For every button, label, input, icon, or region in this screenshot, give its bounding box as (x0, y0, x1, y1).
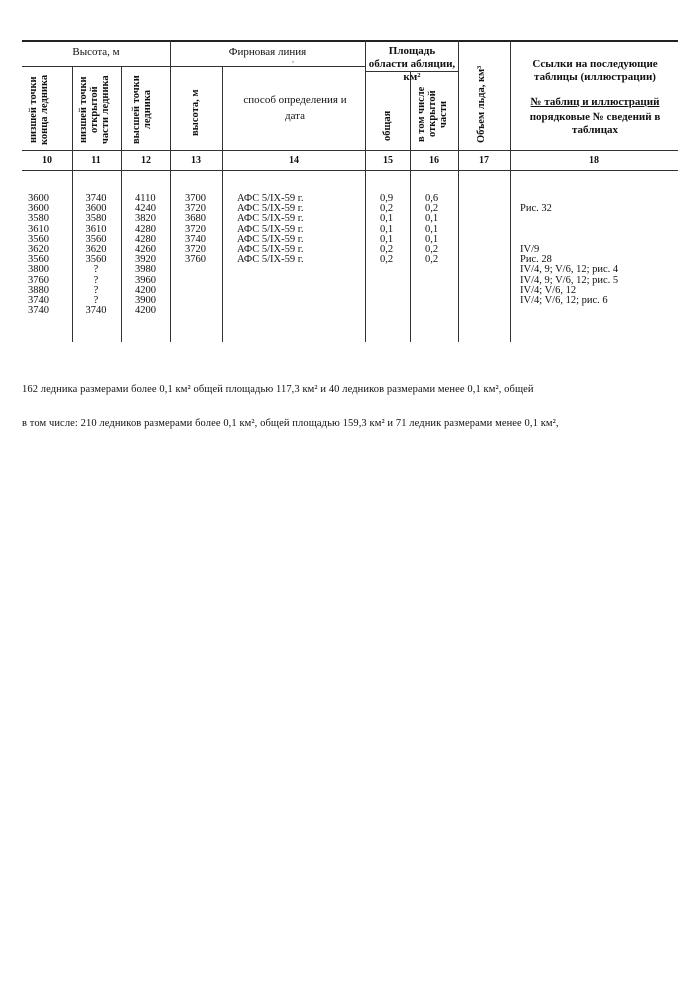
table-cell: 3900 (135, 294, 156, 306)
table-cell: 0,1 (425, 233, 439, 245)
table-cell: 3600 (85, 203, 107, 215)
col-divider (121, 66, 122, 342)
col12-header: высшей точки ледника (131, 75, 153, 145)
col-divider (222, 66, 223, 342)
col14-header: способ определения и дата (243, 94, 347, 122)
table-cell: IV/4, 9; V/6, 12; рис. 4 (520, 264, 619, 276)
col-divider (72, 66, 73, 342)
table-cell: 3720 (185, 243, 206, 255)
table-cell: IV/4; V/6, 12; рис. 6 (520, 294, 608, 306)
table-cell: АФС 5/IX-59 г. (237, 243, 304, 255)
table-cell: 0,2 (380, 254, 394, 266)
table-cell: ? (93, 264, 99, 276)
col10-header: низшей точки конца ледника (28, 74, 50, 146)
column-number: 10 (42, 155, 52, 166)
col12-values (135, 194, 169, 316)
firn-group-rule (170, 66, 365, 67)
col13-header: высота, м (190, 89, 201, 137)
col-divider (170, 40, 171, 342)
column-number: 17 (479, 155, 489, 166)
col-divider (365, 40, 366, 342)
column-number: 16 (429, 155, 439, 166)
table-top-border (22, 40, 678, 42)
table-cell: 4280 (135, 233, 156, 245)
col16-values (425, 194, 453, 265)
table-cell: 3720 (185, 203, 206, 215)
firn-dot: · (291, 57, 295, 67)
table-cell: 0,2 (380, 203, 394, 215)
table-cell: 3600 (28, 203, 49, 215)
table-cell: АФС 5/IX-59 г. (237, 223, 304, 235)
table-cell: 3960 (135, 274, 156, 286)
table-cell: 3600 (28, 193, 49, 204)
table-cell: 3610 (85, 223, 107, 235)
table-cell: 3920 (135, 254, 156, 266)
table-cell: ? (93, 294, 99, 306)
height-group-rule (22, 66, 170, 67)
table-cell: ? (93, 274, 99, 286)
table-cell: 0,1 (380, 223, 394, 235)
col18-header-numbers: № таблиц и иллюстраций (530, 96, 660, 108)
table-cell (520, 214, 676, 224)
table-cell: Рис. 32 (520, 203, 552, 215)
column-number: 13 (191, 155, 201, 166)
table-cell: АФС 5/IX-59 г. (237, 254, 304, 266)
table-cell: 3580 (85, 213, 107, 225)
paragraph-line-1: 162 ледника размерами более 0,1 км² общей площадью 117,3 км² и 40 ледников размерами менее 0,1 км², общей (22, 384, 534, 395)
col15-header: общая (382, 110, 393, 142)
table-cell: IV/4; V/6, 12 (520, 284, 577, 296)
column-number: 18 (589, 155, 599, 166)
table-cell (520, 235, 676, 245)
table-cell: 3880 (28, 284, 49, 296)
table-cell: 3740 (28, 294, 49, 306)
col18-header-refs: Ссылки на последующие таблицы (иллюстрации) (532, 58, 658, 83)
col18-values (520, 194, 676, 316)
table-cell: 3740 (28, 305, 49, 317)
table-cell: 4260 (135, 243, 156, 255)
table-cell: 4200 (135, 284, 156, 296)
table-cell (520, 306, 676, 316)
table-cell: 3680 (185, 213, 206, 225)
col11-values (76, 194, 116, 316)
col17-header: Объем льда, км³ (476, 65, 487, 143)
table-cell: 0,2 (425, 203, 439, 215)
table-cell: 3560 (28, 254, 49, 266)
table-cell: 3580 (28, 213, 49, 225)
table-cell: 0,1 (380, 213, 394, 225)
table-cell: АФС 5/IX-59 г. (237, 193, 304, 204)
table-cell: 3560 (85, 254, 107, 266)
table-cell: АФС 5/IX-59 г. (237, 203, 304, 215)
col-divider (458, 40, 459, 342)
table-cell: 0,2 (380, 243, 394, 255)
table-cell: 3560 (28, 233, 49, 245)
table-cell: 3610 (28, 223, 49, 235)
table-cell: 4280 (135, 223, 156, 235)
col-divider (510, 40, 511, 342)
col13-values (185, 194, 219, 265)
table-cell: 0,6 (425, 193, 439, 204)
column-number: 15 (383, 155, 393, 166)
table-cell: 3760 (185, 254, 206, 266)
table-cell: 3620 (85, 243, 107, 255)
column-number: 14 (289, 155, 299, 166)
table-cell: 3560 (85, 233, 107, 245)
table-cell: 3980 (135, 264, 156, 276)
col18-header-order: порядковые № сведений в таблицах (529, 111, 661, 136)
table-cell: АФС 5/IX-59 г. (237, 213, 304, 225)
table-cell: 0,9 (380, 193, 394, 204)
table-cell: 3620 (28, 243, 49, 255)
table-cell: 3720 (185, 223, 206, 235)
table-cell: 3700 (185, 193, 206, 204)
table-cell: 3740 (85, 193, 107, 204)
col11-header: низшей точки открытой части ледника (78, 75, 111, 145)
table-cell: 3820 (135, 213, 156, 225)
height-group-header: Высота, м (72, 46, 120, 58)
table-cell: АФС 5/IX-59 г. (237, 233, 304, 245)
col10-values (28, 194, 68, 316)
table-cell: 0,2 (425, 254, 439, 266)
table-cell: 3760 (28, 274, 49, 286)
table-cell: IV/4, 9; V/6, 12; рис. 5 (520, 274, 619, 286)
table-cell: 4110 (135, 193, 156, 204)
col-divider (410, 71, 411, 342)
table-cell: Рис. 28 (520, 254, 552, 266)
table-cell: 4200 (135, 305, 156, 317)
table-cell: 0,1 (380, 233, 394, 245)
table-cell (520, 225, 676, 235)
column-number: 11 (91, 155, 101, 166)
table-cell: 3740 (85, 305, 107, 317)
table-cell: 4240 (135, 203, 156, 215)
col16-header: в том числе открытой части (416, 86, 449, 142)
table-cell: 0,2 (425, 243, 439, 255)
paragraph-line-2: в том числе: 210 ледников размерами более 0,1 км², общей площадью 159,3 км² и 71 ледник размерами менее 0,1 км², (22, 418, 559, 429)
table-cell: 0,1 (425, 223, 439, 235)
table-cell: 3740 (185, 233, 206, 245)
col15-values (380, 194, 408, 265)
col14-values (237, 194, 357, 265)
ablation-group-header: Площадь области абляции, км² (368, 45, 456, 83)
firn-group-header: Фирновая линия (228, 46, 307, 58)
table-cell: 0,1 (425, 213, 439, 225)
column-number: 12 (141, 155, 151, 166)
table-cell: IV/9 (520, 243, 540, 255)
table-cell: 3800 (28, 264, 49, 276)
table-cell: ? (93, 284, 99, 296)
